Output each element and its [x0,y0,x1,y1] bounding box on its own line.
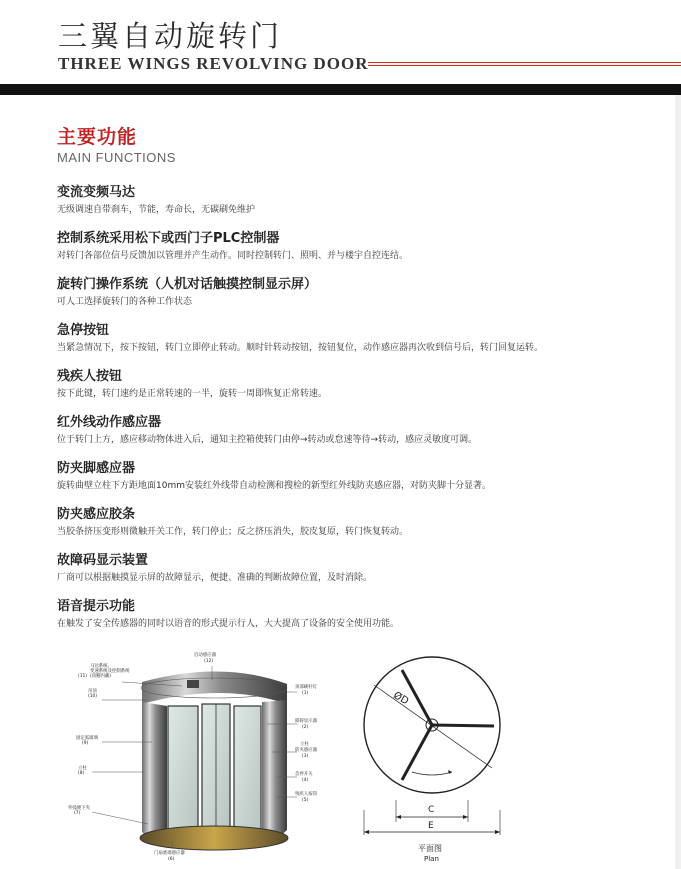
feature-desc: 旋转曲壁立柱下方距地面10mm安装红外线带自动检测和搜检的新型红外线防夹感应器，对防夹脚十分显著。 [57,481,491,491]
section-title-en: MAIN FUNCTIONS [57,150,176,165]
feature-item [57,414,657,460]
callout-label: 固定弧玻璃 [76,736,98,741]
feature-desc: 当胶条挤压变形则微触开关工作，转门停止；反之挤压消失，胶皮复原，转门恢复转动。 [57,527,409,537]
callout-label: (顶棚内藏) [90,674,111,679]
feature-desc: 在触发了安全传感器的同时以语音的形式提示行人，大大提高了设备的安全使用功能。 [57,619,400,629]
feature-title: 语音提示功能 [57,599,136,614]
feature-title: 防夹脚感应器 [57,461,136,476]
feature-item [57,276,657,322]
callout-number: (2) [302,725,309,730]
door-wing-right [234,706,261,834]
plan-caption-en: Plan [424,855,439,863]
callout-number: (1) [302,691,309,696]
callout-label: 防夹感应器 [295,748,317,753]
callout-label: 马达系统、 [90,664,112,669]
section-title-cn: 主要功能 [57,126,138,148]
plan-wing [402,725,432,780]
feature-title: 控制系统采用松下或西门子PLC控制器 [57,231,280,246]
feature-desc: 可人工选择旋转门的各种工作状态 [57,297,193,307]
feature-list [57,184,657,644]
feature-desc: 位于转门上方，感应移动物体进入后，通知主控箱使转门由停→转动或怠速等待→转动，感应灵敏度可调。 [57,435,478,445]
feature-title: 旋转门操作系统（人机对话触摸控制显示屏） [57,277,318,292]
feature-desc: 无级调速自带刹车，节能，寿命长，无碳刷免维护 [57,205,256,215]
callout-number: (8) [78,771,85,776]
callout-label: 外弧便下夹 [68,806,90,811]
feature-item [57,460,657,506]
feature-item [57,322,657,368]
callout-number: (5) [302,798,309,803]
callout-number: (9) [82,741,89,746]
callout-number: (11) [78,674,88,679]
page-title-cn: 三翼自动旋转门 [58,19,283,53]
feature-title: 红外线动作感应器 [57,415,162,430]
plan-wing [432,725,494,726]
door-elevation-svg [62,642,332,864]
callout-number: (4) [302,778,309,783]
header-black-bar [0,84,681,95]
dimension-c-label: C [428,805,435,815]
feature-title: 急停按钮 [57,323,110,338]
feature-desc: 厂商可以根据触摸显示屏的故障显示，便捷、准确的判断故障位置，及时消除。 [57,573,373,583]
feature-desc: 对转门各部位信号反馈加以管理并产生动作。同时控制转门、照明、并与楼宇自控连结。 [57,251,409,261]
plan-rotation-arrow [412,772,452,775]
callout-label: 立柱 [300,742,309,747]
callout-label: 启动感应器 [194,653,216,658]
sensor-shape [187,680,199,688]
callout-number: (12) [204,659,214,664]
callout-label: 立柱 [78,766,87,771]
feature-item [57,368,657,414]
feature-item [57,598,657,644]
feature-item [57,184,657,230]
canopy-shape [142,671,287,704]
callout-label: 残疾人按钮 [295,792,317,797]
callout-label: 吊顶 [88,689,97,694]
callout-label: 急停开关 [295,772,313,777]
door-plan-svg [352,650,512,865]
page-header [0,0,681,95]
callout-label: 顶部刷杆灯 [295,685,317,690]
feature-title: 变流变频马达 [57,185,136,200]
feature-item [57,552,657,598]
callout-number: (3) [302,754,309,759]
feature-title: 故障码显示装置 [57,553,149,568]
title-decorative-rule [368,62,681,68]
callout-number: (10) [88,694,98,699]
callout-label: 变速系统及控制系统 [90,669,130,674]
door-plan-diagram [352,650,512,865]
door-wing-left [168,706,198,834]
dimension-e-label: E [428,821,434,831]
feature-title: 防夹感应胶条 [57,507,136,522]
left-curved-wall [142,702,167,844]
right-curved-wall [262,700,287,844]
callout-number: (6) [168,857,175,862]
plan-caption-cn: 平面图 [418,844,442,853]
callout-label: 障碍显示器 [295,719,317,724]
page-title-en: THREE WINGS REVOLVING DOOR [58,54,369,73]
feature-title: 残疾人按钮 [57,369,123,384]
callout-number: (7) [74,811,81,816]
plan-diameter-label: ØD [391,690,411,708]
feature-desc: 当紧急情况下，按下按钮，转门立即停止转动。顺时针转动按钮，按钮复位，动作感应器再次收到信号后，转门回复运转。 [57,343,544,353]
feature-item [57,230,657,276]
feature-item [57,506,657,552]
page-edge-strip [675,95,681,869]
door-elevation-diagram [62,642,332,864]
feature-desc: 按下此键，转门速约是正常转速的一半，旋转一周即恢复正常转速。 [57,389,328,399]
callout-label: 门扇底端感应器 [154,851,185,856]
